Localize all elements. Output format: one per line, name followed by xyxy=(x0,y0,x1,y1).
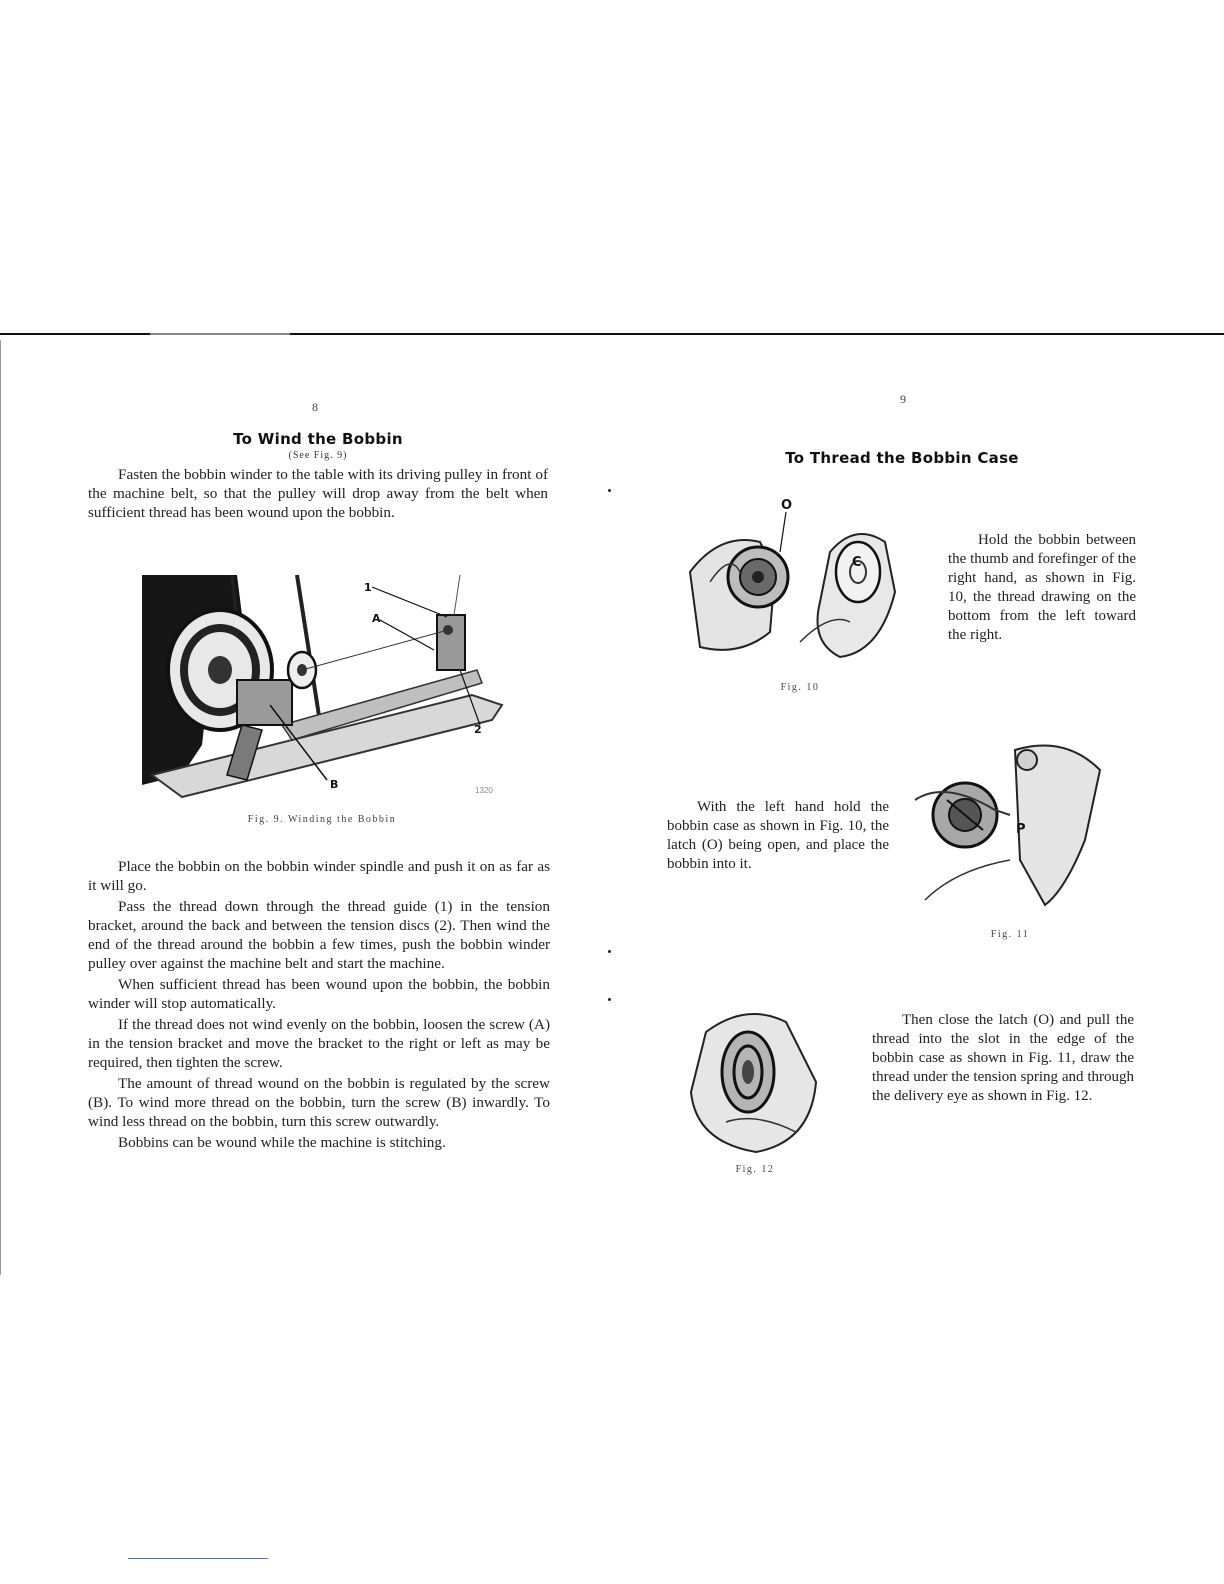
fig10-text: Hold the bobbin between the thumb and forefinger of the right hand, as shown in Fig. 10, the thread drawing on the bottom from the left toward the right. xyxy=(948,532,1136,643)
fig12-caption: Fig. 12 xyxy=(735,1164,775,1175)
fig11-text-block xyxy=(667,798,889,874)
bottom-link-rule xyxy=(128,1558,268,1559)
body-paragraph: The amount of thread wound on the bobbin is regulated by the screw (B). To wind more thread on the bobbin, turn the screw (B) inwardly. To wind less thread on the bobbin, turn this screw outwardly. xyxy=(88,1075,550,1130)
body-paragraph: If the thread does not wind evenly on the bobbin, loosen the screw (A) in the tension bracket and move the bracket to the right or left as may be required, then tighten the screw. xyxy=(88,1016,550,1071)
fig9-label-discs: 2 xyxy=(474,723,482,736)
fig9-caption: Fig. 9. Winding the Bobbin xyxy=(247,814,397,825)
bobbin-case-threading-illustration xyxy=(686,1002,826,1154)
fig9-plate-code: 1320 xyxy=(475,786,493,795)
left-page-number: 8 xyxy=(312,400,318,414)
left-body-block xyxy=(88,857,550,1152)
fig9-label-screw-a: A xyxy=(372,612,381,625)
margin-dot xyxy=(608,489,611,492)
left-page-title: To Wind the Bobbin xyxy=(233,430,403,448)
left-page-subtitle: (See Fig. 9) xyxy=(288,450,348,461)
fig12-text-block xyxy=(872,1011,1134,1106)
fig12-text: Then close the latch (O) and pull the thread into the slot in the edge of the bobbin case as shown in Fig. 11, draw the thread under the tension spring and through the delivery eye as shown in Fig. 12. xyxy=(872,1012,1134,1104)
body-paragraph: Pass the thread down through the thread guide (1) in the tension bracket, around the back and between the tension discs (2). Then wind the end of the thread around the bobbin a few times, push the bobbin winder pulley over against the machine belt and start the machine. xyxy=(88,898,550,972)
margin-dot xyxy=(608,998,611,1001)
right-page-number: 9 xyxy=(900,392,906,406)
intro-paragraph: Fasten the bobbin winder to the table with its driving pulley in front of the machine belt, so that the pulley will drop away from the belt when sufficient thread has been wound upon the bobbin. xyxy=(88,466,548,521)
left-intro-block xyxy=(88,465,548,522)
fig10-caption: Fig. 10 xyxy=(780,682,820,693)
fig11-label-p: P xyxy=(1016,822,1026,837)
fig10-label-o: O xyxy=(781,498,793,513)
bobbin-in-hand-illustration xyxy=(680,512,930,662)
fig9-label-screw-b: B xyxy=(330,778,339,791)
body-paragraph: Place the bobbin on the bobbin winder spindle and push it on as far as it will go. xyxy=(88,858,550,894)
fig9-label-guide: 1 xyxy=(364,581,372,594)
fig10-text-block xyxy=(948,531,1136,645)
bobbin-winder-illustration xyxy=(142,575,502,800)
fig11-text: With the left hand hold the bobbin case as shown in Fig. 10, the latch (O) being open, and place the bobbin into it. xyxy=(667,799,889,872)
fig11-caption: Fig. 11 xyxy=(990,929,1030,940)
fig10-label-c: C xyxy=(852,555,862,570)
bobbin-case-in-hand-illustration xyxy=(915,740,1115,915)
right-page-title: To Thread the Bobbin Case xyxy=(785,449,1019,467)
body-paragraph: Bobbins can be wound while the machine is stitching. xyxy=(118,1134,446,1151)
margin-dot xyxy=(608,950,611,953)
top-rule-break xyxy=(150,333,290,335)
left-edge-rule xyxy=(0,340,1,1275)
body-paragraph: When sufficient thread has been wound upon the bobbin, the bobbin winder will stop automatically. xyxy=(88,976,550,1012)
